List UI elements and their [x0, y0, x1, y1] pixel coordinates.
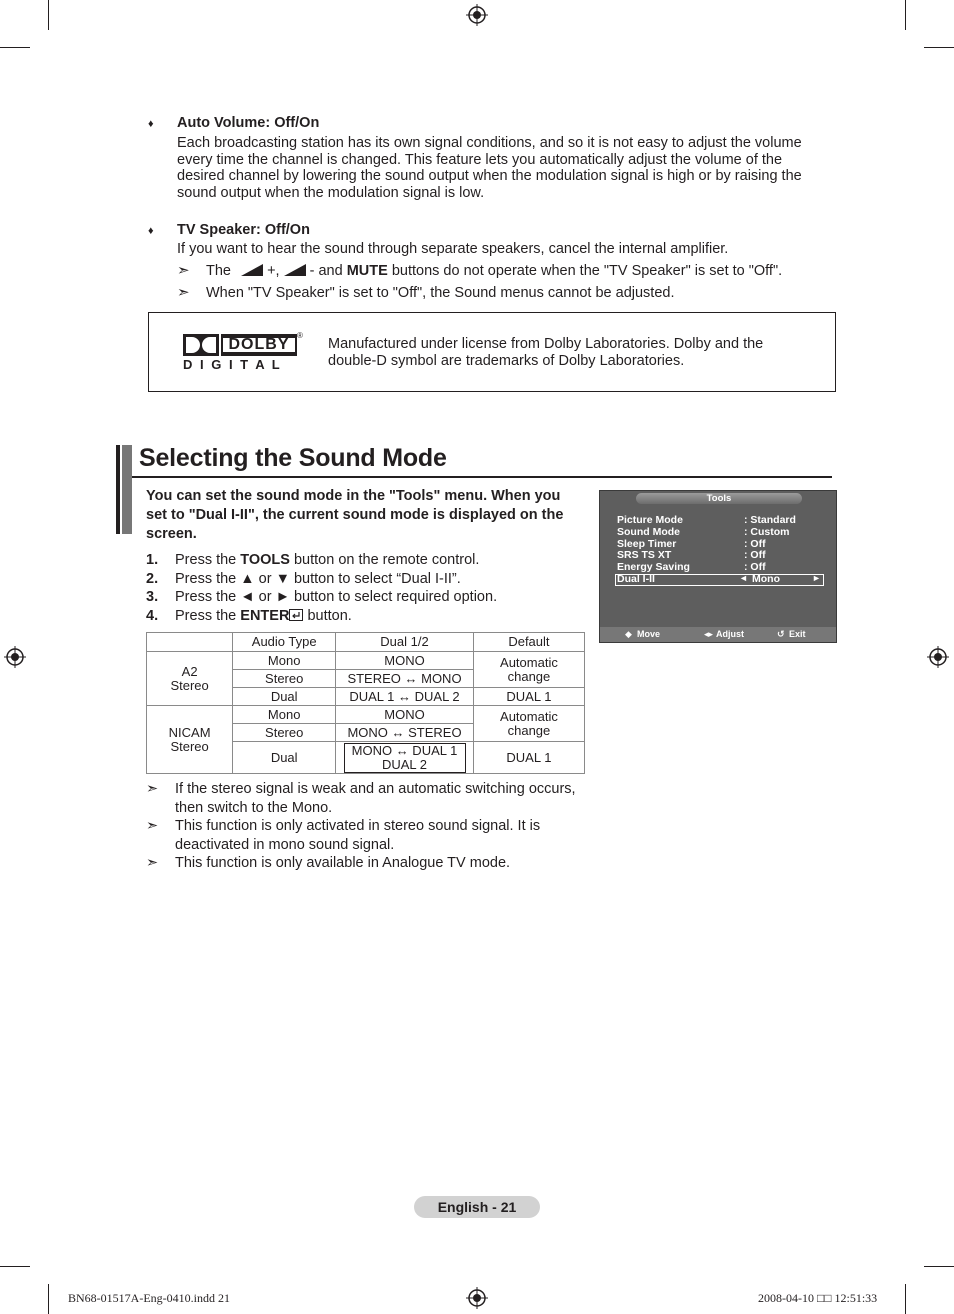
diamond-bullet-icon: ♦	[148, 118, 154, 130]
step-4: 4. Press the ENTER button.	[146, 607, 352, 624]
step-3: 3. Press the ◄ or ► button to select required option.	[146, 589, 498, 605]
dual-cycle-box: MONO ↔ DUAL 1 DUAL 2	[344, 743, 466, 773]
step-1: 1. Press the TOOLS button on the remote control.	[146, 552, 480, 568]
crop-mark	[924, 47, 954, 48]
footer-date: 2008-04-10 □□ 12:51:33	[758, 1291, 878, 1305]
table-row: Stereo STEREO ↔ MONO	[147, 670, 585, 688]
registration-mark-icon	[927, 646, 949, 668]
volume-icon	[284, 264, 306, 276]
notes-list	[146, 780, 596, 873]
note-arrow-icon: ➣	[146, 781, 159, 797]
tools-menu-title: Tools	[636, 493, 802, 504]
note-arrow-icon: ➣	[177, 262, 190, 279]
auto-volume-body: Each broadcasting station has its own signal conditions, and so it is not easy to adjust the volume every time the channel is changed. This feature lets you automatically adjust the volume of the desired channel by lowering the sound output when the modulation signal is high or by raising the sound output when the modulation signal is low.	[177, 135, 802, 201]
note-item: ➣ This function is only available in Analogue TV mode.	[146, 855, 511, 871]
table-row: Stereo MONO ↔ STEREO	[147, 724, 585, 742]
crop-mark	[0, 47, 30, 48]
tv-speaker-body: If you want to hear the sound through separate speakers, cancel the internal amplifier.	[177, 241, 729, 257]
table-row: A2 Stereo Mono MONO Automatic change	[147, 652, 585, 670]
tv-speaker-note-1: ➣ The +, - and MUTE buttons do not operate when the "TV Speaker" is set to "Off".	[177, 262, 783, 279]
dolby-license-box	[148, 312, 836, 392]
crop-mark	[924, 1266, 954, 1267]
table-header-row: Audio Type Dual 1/2 Default	[147, 633, 585, 652]
tools-menu-item[interactable]: Sleep Timer	[617, 538, 677, 550]
crop-mark	[0, 1266, 30, 1267]
section-intro: You can set the sound mode in the "Tools" menu. When you set to "Dual I-II", the current sound mode is displayed on the screen.	[146, 488, 564, 542]
sound-mode-table	[146, 632, 585, 774]
heading-rule	[132, 476, 832, 478]
registration-mark-icon	[466, 1287, 488, 1309]
heading-bar	[122, 445, 132, 534]
tools-menu-item[interactable]: Energy Saving	[617, 561, 690, 573]
tools-menu-item[interactable]: SRS TS XT	[617, 549, 672, 561]
tv-speaker-note-2: ➣ When "TV Speaker" is set to "Off", the Sound menus cannot be adjusted.	[177, 284, 675, 301]
enter-icon	[289, 609, 303, 621]
dolby-logo: DOLBY ® D I G I T A L	[183, 331, 303, 372]
registration-mark-icon	[466, 4, 488, 26]
table-row: Dual DUAL 1 ↔ DUAL 2 DUAL 1	[147, 688, 585, 706]
note-item: ➣ If the stereo signal is weak and an automatic switching occurs, then switch to the Mono.	[146, 781, 576, 816]
adjust-icon: ◂▸	[704, 629, 714, 639]
right-arrow-icon[interactable]: ►	[812, 573, 821, 583]
registration-mark-icon	[4, 646, 26, 668]
note-arrow-icon: ➣	[146, 818, 159, 834]
tools-menu-footer: ◆ Move ◂▸ Adjust ↺ Exit	[600, 627, 836, 642]
table-row: NICAM Stereo Mono MONO Automatic change	[147, 706, 585, 724]
crop-mark	[48, 0, 49, 30]
move-icon: ◆	[625, 629, 632, 639]
steps-list	[146, 551, 497, 625]
tools-menu-item[interactable]: Sound Mode	[617, 526, 680, 538]
step-2: 2. Press the ▲ or ▼ button to select “Dual I-II”.	[146, 570, 461, 587]
auto-volume-heading: ♦ Auto Volume: Off/On	[148, 115, 320, 131]
return-icon: ↺	[777, 629, 785, 639]
left-arrow-icon[interactable]: ◄	[739, 573, 748, 583]
heading-bar	[116, 445, 120, 534]
double-d-icon	[183, 334, 219, 356]
footer-file: BN68-01517A-Eng-0410.indd 21	[68, 1291, 230, 1305]
crop-mark	[905, 1284, 906, 1314]
dolby-text: Manufactured under license from Dolby Laboratories. Dolby and the double-D symbol are trademarks of Dolby Laboratories.	[328, 336, 764, 369]
volume-icon	[241, 264, 263, 276]
crop-mark	[905, 0, 906, 30]
diamond-bullet-icon: ♦	[148, 225, 154, 237]
tv-speaker-heading: ♦ TV Speaker: Off/On	[148, 222, 310, 238]
note-item: ➣ This function is only activated in stereo sound signal. It is deactivated in mono sound signal.	[146, 818, 541, 853]
note-arrow-icon: ➣	[146, 855, 159, 871]
note-arrow-icon: ➣	[177, 284, 190, 301]
tools-menu-item[interactable]: Picture Mode	[617, 514, 683, 526]
table-row: Dual MONO ↔ DUAL 1 DUAL 2 DUAL 1	[147, 742, 585, 774]
tools-menu-screen: Tools Picture Mode : Standard Sound Mode : Custom Sleep Timer : Off SRS TS XT : Off Energy Saving : Off Dual I-II ◄ Mono ► ◆ Move ◂▸ Adjust ↺ Exit	[599, 490, 837, 643]
page-title: Selecting the Sound Mode	[139, 444, 447, 472]
crop-mark	[48, 1284, 49, 1314]
page-number: English - 21	[414, 1196, 540, 1218]
